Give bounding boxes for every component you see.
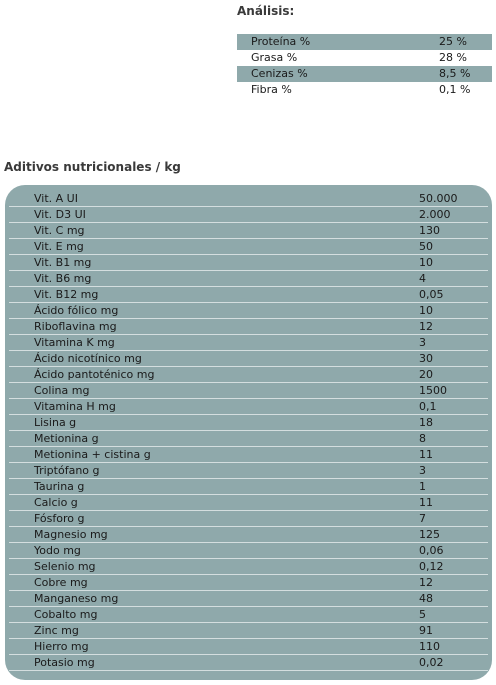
aditivos-label: Colina mg bbox=[34, 384, 90, 397]
aditivos-row bbox=[9, 223, 488, 239]
analisis-label: Fibra % bbox=[251, 83, 292, 96]
analisis-heading: Análisis: bbox=[237, 4, 295, 18]
aditivos-label: Taurina g bbox=[34, 480, 85, 493]
aditivos-row bbox=[9, 367, 488, 383]
aditivos-label: Ácido pantoténico mg bbox=[34, 368, 155, 381]
aditivos-row bbox=[9, 207, 488, 223]
aditivos-row bbox=[9, 303, 488, 319]
aditivos-label: Riboflavina mg bbox=[34, 320, 117, 333]
analisis-value: 0,1 % bbox=[439, 83, 471, 96]
aditivos-label: Lisina g bbox=[34, 416, 77, 429]
aditivos-row bbox=[9, 271, 488, 287]
aditivos-label: Manganeso mg bbox=[34, 592, 119, 605]
aditivos-label: Cobalto mg bbox=[34, 608, 98, 621]
aditivos-table bbox=[9, 191, 488, 671]
aditivos-row bbox=[9, 655, 488, 671]
analisis-row bbox=[237, 34, 492, 50]
aditivos-row bbox=[9, 511, 488, 527]
aditivos-value: 3 bbox=[419, 464, 426, 477]
analisis-value: 8,5 % bbox=[439, 67, 471, 80]
aditivos-label: Vit. B6 mg bbox=[34, 272, 92, 285]
aditivos-label: Vit. B1 mg bbox=[34, 256, 92, 269]
aditivos-row bbox=[9, 463, 488, 479]
aditivos-value: 11 bbox=[419, 496, 433, 509]
aditivos-row bbox=[9, 319, 488, 335]
aditivos-row bbox=[9, 543, 488, 559]
aditivos-value: 5 bbox=[419, 608, 426, 621]
analisis-value: 25 % bbox=[439, 35, 467, 48]
aditivos-label: Vitamina K mg bbox=[34, 336, 115, 349]
aditivos-value: 110 bbox=[419, 640, 440, 653]
analisis-label: Cenizas % bbox=[251, 67, 308, 80]
aditivos-value: 130 bbox=[419, 224, 440, 237]
aditivos-row bbox=[9, 527, 488, 543]
aditivos-value: 0,12 bbox=[419, 560, 444, 573]
aditivos-value: 0,1 bbox=[419, 400, 437, 413]
aditivos-row bbox=[9, 607, 488, 623]
aditivos-label: Potasio mg bbox=[34, 656, 95, 669]
aditivos-row bbox=[9, 399, 488, 415]
aditivos-label: Vitamina H mg bbox=[34, 400, 116, 413]
aditivos-label: Yodo mg bbox=[34, 544, 81, 557]
aditivos-label: Vit. E mg bbox=[34, 240, 84, 253]
aditivos-label: Magnesio mg bbox=[34, 528, 108, 541]
aditivos-value: 7 bbox=[419, 512, 426, 525]
aditivos-value: 0,06 bbox=[419, 544, 444, 557]
aditivos-value: 12 bbox=[419, 576, 433, 589]
aditivos-row bbox=[9, 495, 488, 511]
aditivos-value: 8 bbox=[419, 432, 426, 445]
aditivos-value: 48 bbox=[419, 592, 433, 605]
aditivos-value: 2.000 bbox=[419, 208, 451, 221]
aditivos-label: Calcio g bbox=[34, 496, 78, 509]
aditivos-label: Vit. A UI bbox=[34, 192, 78, 205]
aditivos-panel bbox=[5, 185, 492, 680]
aditivos-row bbox=[9, 239, 488, 255]
aditivos-row bbox=[9, 591, 488, 607]
aditivos-row bbox=[9, 351, 488, 367]
aditivos-label: Vit. D3 UI bbox=[34, 208, 86, 221]
aditivos-label: Vit. C mg bbox=[34, 224, 85, 237]
aditivos-label: Cobre mg bbox=[34, 576, 88, 589]
aditivos-row bbox=[9, 287, 488, 303]
analisis-row bbox=[237, 66, 492, 82]
aditivos-label: Ácido nicotínico mg bbox=[34, 352, 142, 365]
aditivos-value: 0,02 bbox=[419, 656, 444, 669]
aditivos-row bbox=[9, 639, 488, 655]
aditivos-label: Triptófano g bbox=[34, 464, 100, 477]
aditivos-row bbox=[9, 415, 488, 431]
aditivos-label: Zinc mg bbox=[34, 624, 79, 637]
aditivos-value: 11 bbox=[419, 448, 433, 461]
aditivos-value: 50.000 bbox=[419, 192, 458, 205]
aditivos-row bbox=[9, 191, 488, 207]
aditivos-label: Vit. B12 mg bbox=[34, 288, 99, 301]
aditivos-value: 0,05 bbox=[419, 288, 444, 301]
aditivos-row bbox=[9, 575, 488, 591]
aditivos-heading: Aditivos nutricionales / kg bbox=[4, 160, 181, 174]
aditivos-label: Selenio mg bbox=[34, 560, 96, 573]
aditivos-label: Ácido fólico mg bbox=[34, 304, 119, 317]
aditivos-value: 4 bbox=[419, 272, 426, 285]
aditivos-row bbox=[9, 559, 488, 575]
aditivos-row bbox=[9, 431, 488, 447]
aditivos-row bbox=[9, 383, 488, 399]
aditivos-value: 1 bbox=[419, 480, 426, 493]
aditivos-row bbox=[9, 623, 488, 639]
analisis-row bbox=[237, 82, 492, 98]
aditivos-value: 1500 bbox=[419, 384, 447, 397]
analisis-label: Grasa % bbox=[251, 51, 298, 64]
aditivos-row bbox=[9, 255, 488, 271]
analisis-label: Proteína % bbox=[251, 35, 311, 48]
aditivos-label: Hierro mg bbox=[34, 640, 89, 653]
aditivos-value: 10 bbox=[419, 256, 433, 269]
aditivos-value: 91 bbox=[419, 624, 433, 637]
aditivos-value: 50 bbox=[419, 240, 433, 253]
aditivos-value: 10 bbox=[419, 304, 433, 317]
analisis-value: 28 % bbox=[439, 51, 467, 64]
aditivos-row bbox=[9, 479, 488, 495]
aditivos-value: 3 bbox=[419, 336, 426, 349]
aditivos-value: 18 bbox=[419, 416, 433, 429]
aditivos-row bbox=[9, 335, 488, 351]
aditivos-value: 30 bbox=[419, 352, 433, 365]
aditivos-row bbox=[9, 447, 488, 463]
aditivos-value: 20 bbox=[419, 368, 433, 381]
analisis-row bbox=[237, 50, 492, 66]
aditivos-label: Metionina + cistina g bbox=[34, 448, 151, 461]
aditivos-value: 125 bbox=[419, 528, 440, 541]
aditivos-label: Fósforo g bbox=[34, 512, 85, 525]
analisis-table bbox=[237, 34, 492, 98]
aditivos-value: 12 bbox=[419, 320, 433, 333]
aditivos-label: Metionina g bbox=[34, 432, 99, 445]
